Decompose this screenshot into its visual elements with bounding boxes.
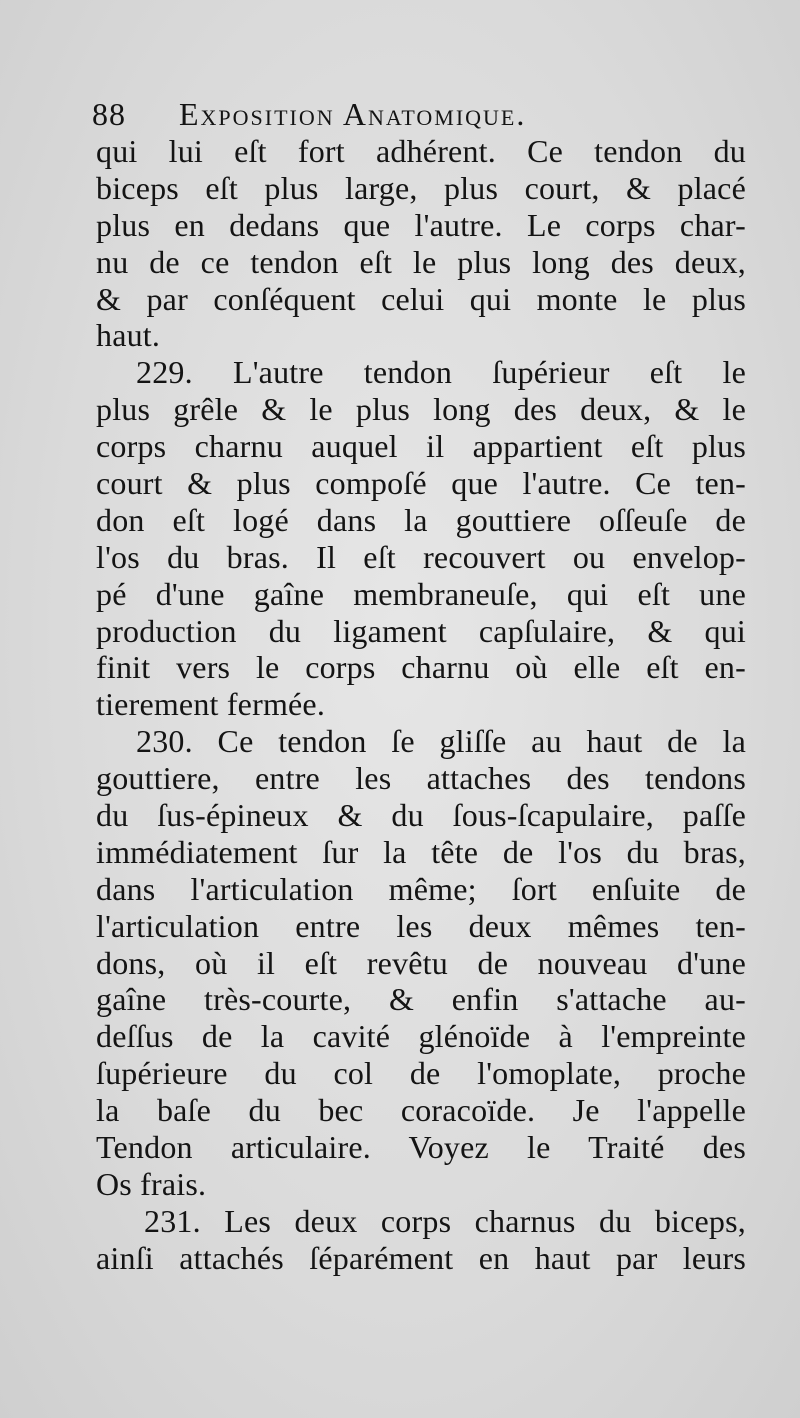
text-line: finit vers le corps charnu où elle eſt en- [96, 649, 746, 686]
page-header [92, 94, 752, 134]
text-line: nu de ce tendon eſt le plus long des deux, [96, 243, 746, 280]
text-line: dans l'articulation même; ſort enſuite de [96, 870, 746, 907]
text-line: court & plus compoſé que l'autre. Ce ten- [96, 465, 746, 502]
text-line: Tendon articulaire. Voyez le Traité des [96, 1129, 746, 1166]
text-line: du ſus-épineux & du ſous-ſcapulaire, paſſe [96, 797, 746, 834]
text-line: gaîne très-courte, & enfin s'attache au- [96, 981, 746, 1018]
text-line: haut. [96, 317, 161, 354]
paragraph-229-start: 229. L'autre tendon ſupérieur eſt le [136, 354, 746, 391]
text-line: dons, où il eſt revêtu de nouveau d'une [96, 944, 746, 981]
text-line: qui lui eſt fort adhérent. Ce tendon du [96, 133, 746, 169]
text-line: Os frais. [96, 1165, 207, 1202]
paragraph-231-start: 231. Les deux corps charnus du biceps, [144, 1202, 746, 1239]
text-line: plus grêle & le plus long des deux, & le [96, 391, 746, 428]
page-number: 88 [92, 96, 126, 132]
text-line: ainſi attachés ſéparément en haut par leurs [96, 1239, 746, 1276]
paragraph-230-start: 230. Ce tendon ſe gliſſe au haut de la [136, 723, 746, 760]
text-line: don eſt logé dans la gouttiere oſſeuſe de [96, 501, 746, 538]
text-line: ſupérieure du col de l'omoplate, proche [96, 1055, 746, 1092]
text-line: & par conſéquent celui qui monte le plus [96, 280, 746, 317]
text-line: l'os du bras. Il eſt recouvert ou envelop- [96, 538, 746, 575]
running-title: Exposition Anatomique. [179, 96, 527, 132]
text-line: gouttiere, entre les attaches des tendons [96, 760, 746, 797]
text-line: pé d'une gaîne membraneuſe, qui eſt une [96, 575, 746, 612]
body-text [96, 133, 746, 1277]
text-line: production du ligament capſulaire, & qui [96, 612, 746, 649]
text-line: l'articulation entre les deux mêmes ten- [96, 907, 746, 944]
text-line: la baſe du bec coracoïde. Je l'appelle [96, 1092, 746, 1129]
text-line: deſſus de la cavité glénoïde à l'empreinte [96, 1018, 746, 1055]
text-line: biceps eſt plus large, plus court, & placé [96, 169, 746, 206]
text-line: immédiatement ſur la tête de l'os du bras, [96, 833, 746, 870]
text-line: corps charnu auquel il appartient eſt plus [96, 428, 746, 465]
text-line: plus en dedans que l'autre. Le corps char- [96, 206, 746, 243]
text-line: tierement fermée. [96, 686, 326, 723]
